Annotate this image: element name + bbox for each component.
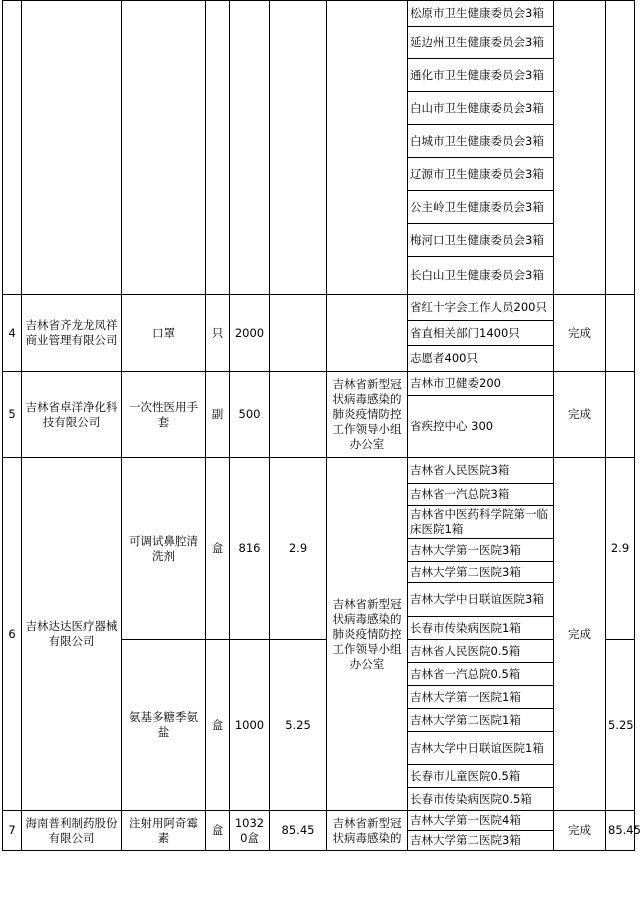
- distribution-cell: 通化市卫生健康委员会3箱: [408, 59, 554, 92]
- distribution-cell: 吉林省人民医院3箱: [408, 458, 554, 484]
- distribution-cell: 梅河口卫生健康委员会3箱: [408, 224, 554, 257]
- distribution-cell: 吉林省人民医院0.5箱: [408, 640, 554, 663]
- row-number-cell: 7: [3, 811, 22, 851]
- distribution-cell: 省疾控中心 300: [408, 396, 554, 458]
- distribution-cell: 白山市卫生健康委员会3箱: [408, 92, 554, 125]
- unit-cell: 盒: [206, 811, 230, 851]
- distribution-cell: 公主岭卫生健康委员会3箱: [408, 191, 554, 224]
- distribution-cell: 长春市传染病医院0.5箱: [408, 788, 554, 811]
- status-cell: 完成: [554, 295, 606, 372]
- distribution-cell: 延边州卫生健康委员会3箱: [408, 27, 554, 59]
- distribution-cell: 长春市传染病医院1箱: [408, 617, 554, 640]
- status-cell: 完成: [554, 811, 606, 851]
- distribution-cell: 吉林大学第二医院3箱: [408, 562, 554, 583]
- product-cell: 一次性医用手套: [122, 372, 206, 458]
- product-cell: 氨基多糖季氨盐: [122, 640, 206, 811]
- product-cell: 可调试鼻腔清洗剂: [122, 458, 206, 640]
- distribution-cell: 吉林省一汽总院3箱: [408, 484, 554, 506]
- row-number-cell: 4: [3, 295, 22, 372]
- quantity-cell: 1000: [230, 640, 270, 811]
- company-cell: 吉林省齐龙龙凤祥商业管理有限公司: [22, 295, 122, 372]
- last-value-cell: [606, 372, 635, 458]
- last-value-cell: 5.25: [606, 640, 635, 811]
- distribution-cell: 吉林大学中日联谊医院1箱: [408, 732, 554, 765]
- company-cell: 海南普利制药股份有限公司: [22, 811, 122, 851]
- office-cell: 吉林省新型冠状病毒感染的: [327, 811, 408, 851]
- table-row: [3, 295, 635, 321]
- distribution-cell: 松原市卫生健康委员会3箱: [408, 1, 554, 27]
- distribution-cell: 吉林大学第一医院1箱: [408, 686, 554, 709]
- quantity-cell: 816: [230, 458, 270, 640]
- value-cell: 85.45: [270, 811, 327, 851]
- distribution-cell: 吉林大学第一医院4箱: [408, 811, 554, 831]
- table-row: [3, 1, 635, 27]
- distribution-cell: 省红十字会工作人员200只: [408, 295, 554, 321]
- status-cell: 完成: [554, 372, 606, 458]
- office-cell: 吉林省新型冠状病毒感染的肺炎疫情防控工作领导小组办公室: [327, 372, 408, 458]
- company-cell: [22, 1, 122, 295]
- distribution-cell: 长春市儿童医院0.5箱: [408, 765, 554, 788]
- unit-cell: 副: [206, 372, 230, 458]
- distribution-cell: 志愿者400只: [408, 346, 554, 372]
- quantity-cell: [230, 1, 270, 295]
- table-row: [3, 372, 635, 396]
- quantity-cell: 10320盒: [230, 811, 270, 851]
- last-value-cell: [606, 1, 635, 295]
- unit-cell: 盒: [206, 458, 230, 640]
- distribution-cell: 长白山卫生健康委员会3箱: [408, 257, 554, 295]
- row-number-cell: 6: [3, 458, 22, 811]
- unit-cell: 盒: [206, 640, 230, 811]
- distribution-cell: 辽源市卫生健康委员会3箱: [408, 158, 554, 191]
- distribution-cell: 吉林大学第一医院3箱: [408, 539, 554, 562]
- quantity-cell: 2000: [230, 295, 270, 372]
- quantity-cell: 500: [230, 372, 270, 458]
- distribution-cell: 省直相关部门1400只: [408, 321, 554, 346]
- value-cell: 5.25: [270, 640, 327, 811]
- distribution-cell: 吉林大学中日联谊医院3箱: [408, 583, 554, 617]
- value-cell: [270, 295, 327, 372]
- product-cell: 口罩: [122, 295, 206, 372]
- value-cell: [270, 372, 327, 458]
- distribution-cell: 吉林省一汽总院0.5箱: [408, 663, 554, 686]
- company-cell: 吉林达达医疗器械有限公司: [22, 458, 122, 811]
- distribution-cell: 吉林大学第二医院1箱: [408, 709, 554, 732]
- unit-cell: 只: [206, 295, 230, 372]
- value-cell: [270, 1, 327, 295]
- unit-cell: [206, 1, 230, 295]
- office-cell: [327, 1, 408, 295]
- product-cell: [122, 1, 206, 295]
- distribution-cell: 吉林省中医药科学院第一临床医院1箱: [408, 506, 554, 539]
- company-cell: 吉林省卓洋净化科技有限公司: [22, 372, 122, 458]
- status-cell: 完成: [554, 458, 606, 811]
- row-number-cell: [3, 1, 22, 295]
- distribution-cell: 白城市卫生健康委员会3箱: [408, 125, 554, 158]
- distribution-cell: 吉林市卫健委200: [408, 372, 554, 396]
- office-cell: 吉林省新型冠状病毒感染的肺炎疫情防控工作领导小组办公室: [327, 458, 408, 811]
- value-cell: 2.9: [270, 458, 327, 640]
- product-cell: 注射用阿奇霉素: [122, 811, 206, 851]
- last-value-cell: [606, 295, 635, 372]
- distribution-cell: 吉林大学第二医院3箱: [408, 831, 554, 851]
- last-value-cell: 85.45: [606, 811, 635, 851]
- last-value-cell: 2.9: [606, 458, 635, 640]
- donation-table: [2, 0, 641, 851]
- table-row: [3, 811, 635, 831]
- table-row: [3, 458, 635, 484]
- status-cell: [554, 1, 606, 295]
- office-cell: [327, 295, 408, 372]
- row-number-cell: 5: [3, 372, 22, 458]
